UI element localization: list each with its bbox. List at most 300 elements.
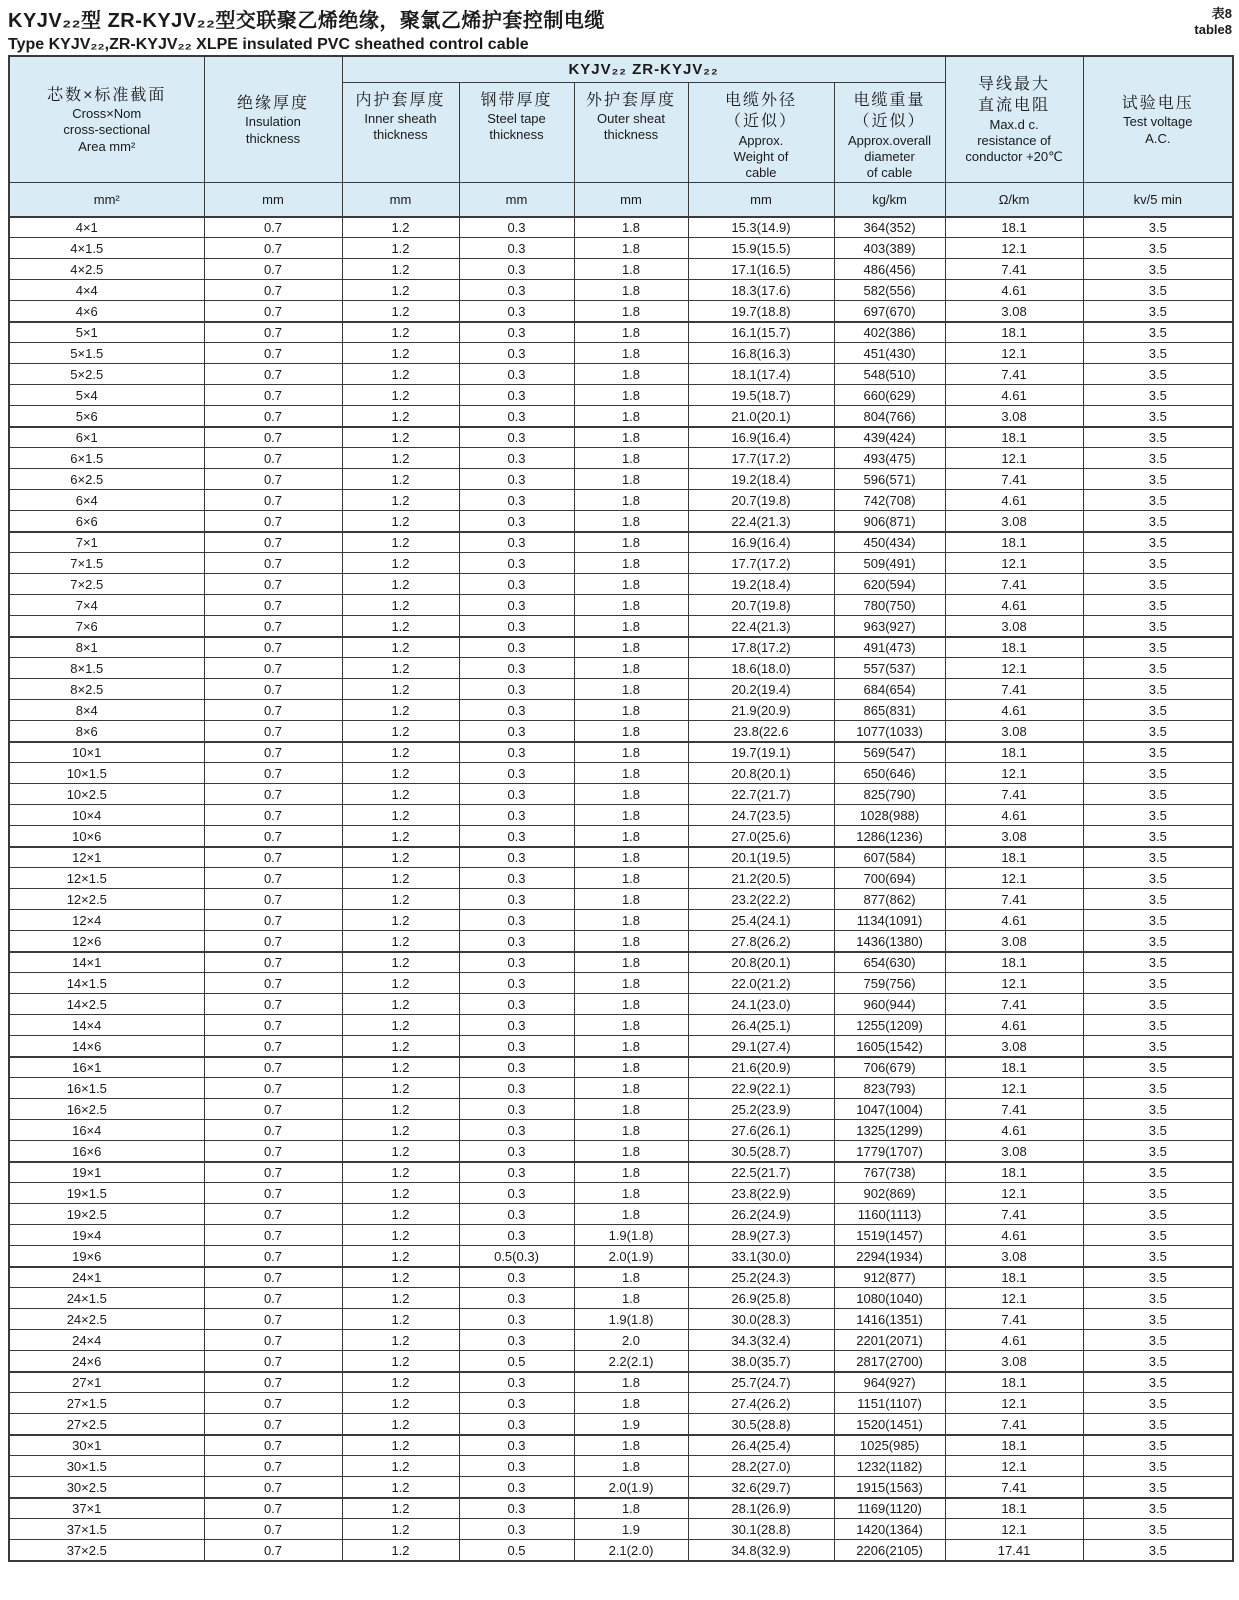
cell-insulation: 0.7 (204, 658, 342, 679)
cell-steel-tape: 0.3 (459, 532, 574, 553)
cell-insulation: 0.7 (204, 1372, 342, 1393)
cell-insulation: 0.7 (204, 322, 342, 343)
cell-outer-sheath: 1.8 (574, 868, 688, 889)
cell-outer-sheath: 1.8 (574, 259, 688, 280)
cell-diameter: 22.5(21.7) (688, 1162, 834, 1183)
cell-size: 7×2.5 (9, 574, 204, 595)
cell-diameter: 20.1(19.5) (688, 847, 834, 868)
cell-steel-tape: 0.3 (459, 1477, 574, 1498)
cell-weight: 493(475) (834, 448, 945, 469)
cell-inner-sheath: 1.2 (342, 217, 459, 238)
cell-size: 7×6 (9, 616, 204, 637)
cell-weight: 557(537) (834, 658, 945, 679)
cell-size: 12×6 (9, 931, 204, 952)
cell-steel-tape: 0.5 (459, 1351, 574, 1372)
cell-inner-sheath: 1.2 (342, 595, 459, 616)
cell-outer-sheath: 1.8 (574, 595, 688, 616)
cell-size: 8×2.5 (9, 679, 204, 700)
table-row (9, 1456, 1233, 1477)
cell-insulation: 0.7 (204, 1225, 342, 1246)
unit-diameter: mm (688, 183, 834, 217)
cell-resistance: 18.1 (945, 1162, 1083, 1183)
cell-insulation: 0.7 (204, 1246, 342, 1267)
cell-resistance: 12.1 (945, 553, 1083, 574)
cell-weight: 660(629) (834, 385, 945, 406)
table-row (9, 931, 1233, 952)
table-row (9, 763, 1233, 784)
cell-diameter: 29.1(27.4) (688, 1036, 834, 1057)
cell-inner-sheath: 1.2 (342, 1204, 459, 1225)
cell-diameter: 21.9(20.9) (688, 700, 834, 721)
cell-outer-sheath: 2.0(1.9) (574, 1477, 688, 1498)
cell-steel-tape: 0.3 (459, 1183, 574, 1204)
table-row (9, 448, 1233, 469)
cell-outer-sheath: 1.8 (574, 406, 688, 427)
cell-resistance: 7.41 (945, 469, 1083, 490)
cell-voltage: 3.5 (1083, 1015, 1233, 1036)
cell-size: 27×1.5 (9, 1393, 204, 1414)
cell-insulation: 0.7 (204, 1351, 342, 1372)
cell-steel-tape: 0.3 (459, 511, 574, 532)
cell-resistance: 7.41 (945, 364, 1083, 385)
cell-diameter: 16.1(15.7) (688, 322, 834, 343)
cell-voltage: 3.5 (1083, 637, 1233, 658)
cell-size: 37×1 (9, 1498, 204, 1519)
cell-weight: 2206(2105) (834, 1540, 945, 1561)
cell-voltage: 3.5 (1083, 700, 1233, 721)
cell-diameter: 18.6(18.0) (688, 658, 834, 679)
cell-voltage: 3.5 (1083, 826, 1233, 847)
cell-weight: 1915(1563) (834, 1477, 945, 1498)
cell-voltage: 3.5 (1083, 658, 1233, 679)
cell-diameter: 23.8(22.6 (688, 721, 834, 742)
cell-weight: 759(756) (834, 973, 945, 994)
cell-voltage: 3.5 (1083, 448, 1233, 469)
cell-resistance: 12.1 (945, 448, 1083, 469)
cell-diameter: 30.0(28.3) (688, 1309, 834, 1330)
cell-resistance: 12.1 (945, 763, 1083, 784)
cell-outer-sheath: 1.8 (574, 490, 688, 511)
cell-insulation: 0.7 (204, 280, 342, 301)
cell-outer-sheath: 1.8 (574, 700, 688, 721)
cell-weight: 2817(2700) (834, 1351, 945, 1372)
cell-inner-sheath: 1.2 (342, 658, 459, 679)
cell-steel-tape: 0.3 (459, 469, 574, 490)
cell-insulation: 0.7 (204, 973, 342, 994)
cell-diameter: 24.1(23.0) (688, 994, 834, 1015)
cell-voltage: 3.5 (1083, 1435, 1233, 1456)
cell-size: 12×2.5 (9, 889, 204, 910)
cell-weight: 1520(1451) (834, 1414, 945, 1435)
cell-insulation: 0.7 (204, 1456, 342, 1477)
cell-outer-sheath: 1.8 (574, 952, 688, 973)
cell-weight: 1080(1040) (834, 1288, 945, 1309)
cell-voltage: 3.5 (1083, 973, 1233, 994)
cell-voltage: 3.5 (1083, 763, 1233, 784)
table-row (9, 1036, 1233, 1057)
cell-insulation: 0.7 (204, 301, 342, 322)
spec-table-body (9, 217, 1233, 1561)
cell-outer-sheath: 1.8 (574, 742, 688, 763)
cell-weight: 582(556) (834, 280, 945, 301)
unit-steel-tape: mm (459, 183, 574, 217)
cell-steel-tape: 0.3 (459, 679, 574, 700)
cell-steel-tape: 0.3 (459, 364, 574, 385)
cell-outer-sheath: 1.8 (574, 1162, 688, 1183)
cell-size: 14×6 (9, 1036, 204, 1057)
page-title-zh: KYJV₂₂型 ZR-KYJV₂₂型交联聚乙烯绝缘，聚氯乙烯护套控制电缆 (8, 10, 605, 32)
cell-inner-sheath: 1.2 (342, 238, 459, 259)
cell-inner-sheath: 1.2 (342, 469, 459, 490)
cell-size: 10×1.5 (9, 763, 204, 784)
cell-weight: 960(944) (834, 994, 945, 1015)
cell-voltage: 3.5 (1083, 364, 1233, 385)
header-steel-tape: 钢带厚度 Steel tape thickness (459, 82, 574, 183)
cell-size: 8×6 (9, 721, 204, 742)
cell-inner-sheath: 1.2 (342, 511, 459, 532)
cell-steel-tape: 0.3 (459, 259, 574, 280)
units-row (9, 183, 1233, 217)
cell-inner-sheath: 1.2 (342, 763, 459, 784)
cell-resistance: 7.41 (945, 1204, 1083, 1225)
table-row (9, 1477, 1233, 1498)
cell-steel-tape: 0.3 (459, 490, 574, 511)
cell-resistance: 18.1 (945, 1057, 1083, 1078)
cell-resistance: 7.41 (945, 259, 1083, 280)
cell-steel-tape: 0.3 (459, 931, 574, 952)
cell-insulation: 0.7 (204, 511, 342, 532)
unit-resistance: Ω/km (945, 183, 1083, 217)
cell-resistance: 17.41 (945, 1540, 1083, 1561)
table-number (1194, 4, 1232, 37)
cell-inner-sheath: 1.2 (342, 1288, 459, 1309)
cell-voltage: 3.5 (1083, 805, 1233, 826)
cell-diameter: 18.3(17.6) (688, 280, 834, 301)
cell-steel-tape: 0.5(0.3) (459, 1246, 574, 1267)
cell-insulation: 0.7 (204, 1183, 342, 1204)
cell-size: 37×1.5 (9, 1519, 204, 1540)
table-row (9, 910, 1233, 931)
cell-size: 19×1 (9, 1162, 204, 1183)
cell-weight: 912(877) (834, 1267, 945, 1288)
cell-diameter: 28.2(27.0) (688, 1456, 834, 1477)
cell-outer-sheath: 1.8 (574, 931, 688, 952)
table-row (9, 1120, 1233, 1141)
cell-steel-tape: 0.3 (459, 910, 574, 931)
cell-resistance: 4.61 (945, 805, 1083, 826)
table-row (9, 238, 1233, 259)
cell-diameter: 20.8(20.1) (688, 763, 834, 784)
cell-resistance: 3.08 (945, 826, 1083, 847)
table-row (9, 889, 1233, 910)
cell-inner-sheath: 1.2 (342, 322, 459, 343)
cell-diameter: 19.5(18.7) (688, 385, 834, 406)
cell-inner-sheath: 1.2 (342, 1372, 459, 1393)
cell-voltage: 3.5 (1083, 217, 1233, 238)
table-row (9, 1015, 1233, 1036)
cell-diameter: 27.6(26.1) (688, 1120, 834, 1141)
cell-steel-tape: 0.3 (459, 847, 574, 868)
cell-resistance: 3.08 (945, 616, 1083, 637)
cell-inner-sheath: 1.2 (342, 1477, 459, 1498)
cell-weight: 1420(1364) (834, 1519, 945, 1540)
cell-diameter: 23.2(22.2) (688, 889, 834, 910)
cell-size: 7×4 (9, 595, 204, 616)
table-row (9, 1057, 1233, 1078)
cell-size: 7×1.5 (9, 553, 204, 574)
cell-inner-sheath: 1.2 (342, 952, 459, 973)
table-row (9, 700, 1233, 721)
cell-inner-sheath: 1.2 (342, 280, 459, 301)
header-max-dc-resistance: 导线最大 直流电阻 Max.d c. resistance of conductor +20℃ (945, 56, 1083, 183)
cell-size: 10×2.5 (9, 784, 204, 805)
cell-size: 5×2.5 (9, 364, 204, 385)
cell-diameter: 22.7(21.7) (688, 784, 834, 805)
cell-diameter: 27.0(25.6) (688, 826, 834, 847)
cell-resistance: 12.1 (945, 238, 1083, 259)
cell-insulation: 0.7 (204, 1435, 342, 1456)
cell-steel-tape: 0.3 (459, 1078, 574, 1099)
cell-outer-sheath: 1.8 (574, 616, 688, 637)
cell-diameter: 25.4(24.1) (688, 910, 834, 931)
cell-outer-sheath: 1.9 (574, 1414, 688, 1435)
cell-insulation: 0.7 (204, 259, 342, 280)
cell-insulation: 0.7 (204, 1036, 342, 1057)
cell-resistance: 18.1 (945, 952, 1083, 973)
cell-resistance: 4.61 (945, 280, 1083, 301)
cell-weight: 1232(1182) (834, 1456, 945, 1477)
cell-size: 8×1.5 (9, 658, 204, 679)
cell-diameter: 27.4(26.2) (688, 1393, 834, 1414)
cell-diameter: 30.1(28.8) (688, 1519, 834, 1540)
cell-outer-sheath: 1.8 (574, 763, 688, 784)
cell-resistance: 12.1 (945, 973, 1083, 994)
cell-voltage: 3.5 (1083, 301, 1233, 322)
cell-inner-sheath: 1.2 (342, 700, 459, 721)
cell-diameter: 30.5(28.8) (688, 1414, 834, 1435)
cell-steel-tape: 0.3 (459, 805, 574, 826)
cell-resistance: 3.08 (945, 1141, 1083, 1162)
cell-insulation: 0.7 (204, 1099, 342, 1120)
cell-steel-tape: 0.3 (459, 553, 574, 574)
cell-steel-tape: 0.3 (459, 1225, 574, 1246)
cell-voltage: 3.5 (1083, 847, 1233, 868)
cell-size: 16×4 (9, 1120, 204, 1141)
cell-outer-sheath: 1.8 (574, 1141, 688, 1162)
cell-weight: 1605(1542) (834, 1036, 945, 1057)
cell-voltage: 3.5 (1083, 469, 1233, 490)
cell-steel-tape: 0.3 (459, 1204, 574, 1225)
table-row (9, 1183, 1233, 1204)
table-number-zh: 表8 (1211, 6, 1232, 21)
cell-resistance: 4.61 (945, 490, 1083, 511)
cell-insulation: 0.7 (204, 343, 342, 364)
table-row (9, 1351, 1233, 1372)
cell-insulation: 0.7 (204, 1414, 342, 1435)
table-row (9, 1225, 1233, 1246)
cell-resistance: 4.61 (945, 1225, 1083, 1246)
cell-outer-sheath: 1.8 (574, 973, 688, 994)
cell-diameter: 17.7(17.2) (688, 448, 834, 469)
cell-insulation: 0.7 (204, 1141, 342, 1162)
cell-outer-sheath: 1.8 (574, 637, 688, 658)
cell-insulation: 0.7 (204, 385, 342, 406)
cell-inner-sheath: 1.2 (342, 616, 459, 637)
cell-steel-tape: 0.3 (459, 658, 574, 679)
cell-insulation: 0.7 (204, 1267, 342, 1288)
cell-insulation: 0.7 (204, 1498, 342, 1519)
title-left (8, 4, 605, 54)
table-row (9, 952, 1233, 973)
cell-resistance: 7.41 (945, 1309, 1083, 1330)
cell-outer-sheath: 1.8 (574, 889, 688, 910)
cell-outer-sheath: 1.8 (574, 784, 688, 805)
cell-insulation: 0.7 (204, 616, 342, 637)
cell-outer-sheath: 1.8 (574, 1498, 688, 1519)
cell-outer-sheath: 1.8 (574, 343, 688, 364)
cell-insulation: 0.7 (204, 826, 342, 847)
table-row (9, 385, 1233, 406)
cell-insulation: 0.7 (204, 637, 342, 658)
cell-size: 8×1 (9, 637, 204, 658)
cell-insulation: 0.7 (204, 931, 342, 952)
cell-weight: 1416(1351) (834, 1309, 945, 1330)
cell-weight: 823(793) (834, 1078, 945, 1099)
cell-size: 4×1.5 (9, 238, 204, 259)
cell-voltage: 3.5 (1083, 1372, 1233, 1393)
cell-size: 30×1 (9, 1435, 204, 1456)
cell-insulation: 0.7 (204, 553, 342, 574)
cell-insulation: 0.7 (204, 1330, 342, 1351)
cell-size: 6×1.5 (9, 448, 204, 469)
table-row (9, 1414, 1233, 1435)
cell-insulation: 0.7 (204, 1057, 342, 1078)
cell-inner-sheath: 1.2 (342, 427, 459, 448)
table-row (9, 658, 1233, 679)
cell-steel-tape: 0.3 (459, 217, 574, 238)
cell-voltage: 3.5 (1083, 406, 1233, 427)
cell-resistance: 7.41 (945, 1477, 1083, 1498)
cell-weight: 697(670) (834, 301, 945, 322)
cell-diameter: 17.8(17.2) (688, 637, 834, 658)
table-row (9, 553, 1233, 574)
cell-steel-tape: 0.3 (459, 1456, 574, 1477)
cell-diameter: 18.1(17.4) (688, 364, 834, 385)
cell-size: 7×1 (9, 532, 204, 553)
cell-insulation: 0.7 (204, 448, 342, 469)
cell-size: 10×6 (9, 826, 204, 847)
cell-insulation: 0.7 (204, 847, 342, 868)
cell-weight: 2201(2071) (834, 1330, 945, 1351)
cell-weight: 450(434) (834, 532, 945, 553)
cell-size: 24×4 (9, 1330, 204, 1351)
cell-voltage: 3.5 (1083, 595, 1233, 616)
cell-weight: 509(491) (834, 553, 945, 574)
header-cross-section: 芯数×标准截面 Cross×Nom cross-sectional Area mm² (9, 56, 204, 183)
cell-steel-tape: 0.3 (459, 889, 574, 910)
cell-weight: 2294(1934) (834, 1246, 945, 1267)
cell-resistance: 7.41 (945, 574, 1083, 595)
cell-inner-sheath: 1.2 (342, 994, 459, 1015)
cell-resistance: 3.08 (945, 301, 1083, 322)
cell-weight: 865(831) (834, 700, 945, 721)
cell-inner-sheath: 1.2 (342, 868, 459, 889)
cell-insulation: 0.7 (204, 910, 342, 931)
cell-weight: 486(456) (834, 259, 945, 280)
cell-voltage: 3.5 (1083, 385, 1233, 406)
cell-resistance: 18.1 (945, 427, 1083, 448)
cell-inner-sheath: 1.2 (342, 448, 459, 469)
cell-inner-sheath: 1.2 (342, 1246, 459, 1267)
cell-outer-sheath: 1.8 (574, 574, 688, 595)
cell-voltage: 3.5 (1083, 322, 1233, 343)
cell-weight: 650(646) (834, 763, 945, 784)
cell-diameter: 38.0(35.7) (688, 1351, 834, 1372)
cell-weight: 402(386) (834, 322, 945, 343)
cell-resistance: 4.61 (945, 1015, 1083, 1036)
table-row (9, 259, 1233, 280)
cell-inner-sheath: 1.2 (342, 742, 459, 763)
cell-voltage: 3.5 (1083, 1057, 1233, 1078)
cell-diameter: 15.9(15.5) (688, 238, 834, 259)
cell-insulation: 0.7 (204, 238, 342, 259)
cell-diameter: 30.5(28.7) (688, 1141, 834, 1162)
cell-resistance: 12.1 (945, 1288, 1083, 1309)
cell-voltage: 3.5 (1083, 1519, 1233, 1540)
cell-voltage: 3.5 (1083, 1036, 1233, 1057)
cell-insulation: 0.7 (204, 1204, 342, 1225)
cell-size: 30×2.5 (9, 1477, 204, 1498)
cell-inner-sheath: 1.2 (342, 1414, 459, 1435)
cell-insulation: 0.7 (204, 1309, 342, 1330)
table-row (9, 805, 1233, 826)
page-title-en: Type KYJV₂₂,ZR-KYJV₂₂ XLPE insulated PVC sheathed control cable (8, 36, 529, 53)
cell-size: 24×6 (9, 1351, 204, 1372)
cell-resistance: 12.1 (945, 1183, 1083, 1204)
cell-inner-sheath: 1.2 (342, 1309, 459, 1330)
cell-weight: 569(547) (834, 742, 945, 763)
cell-inner-sheath: 1.2 (342, 1099, 459, 1120)
cell-steel-tape: 0.3 (459, 301, 574, 322)
cell-outer-sheath: 1.8 (574, 532, 688, 553)
cell-outer-sheath: 1.8 (574, 364, 688, 385)
cell-voltage: 3.5 (1083, 910, 1233, 931)
cell-steel-tape: 0.3 (459, 1330, 574, 1351)
cell-diameter: 22.0(21.2) (688, 973, 834, 994)
cell-outer-sheath: 1.8 (574, 427, 688, 448)
cell-size: 12×4 (9, 910, 204, 931)
header-outer-sheath: 外护套厚度 Outer sheat thickness (574, 82, 688, 183)
cell-resistance: 7.41 (945, 889, 1083, 910)
cell-steel-tape: 0.3 (459, 1309, 574, 1330)
cell-voltage: 3.5 (1083, 1540, 1233, 1561)
cell-resistance: 4.61 (945, 595, 1083, 616)
cell-inner-sheath: 1.2 (342, 1435, 459, 1456)
cell-diameter: 34.8(32.9) (688, 1540, 834, 1561)
cell-voltage: 3.5 (1083, 868, 1233, 889)
cell-steel-tape: 0.3 (459, 1372, 574, 1393)
cell-outer-sheath: 1.8 (574, 1267, 688, 1288)
cell-insulation: 0.7 (204, 1288, 342, 1309)
cell-outer-sheath: 1.8 (574, 322, 688, 343)
cell-insulation: 0.7 (204, 805, 342, 826)
cell-size: 5×1.5 (9, 343, 204, 364)
cell-insulation: 0.7 (204, 1015, 342, 1036)
cell-outer-sheath: 1.8 (574, 910, 688, 931)
cell-size: 6×2.5 (9, 469, 204, 490)
cell-inner-sheath: 1.2 (342, 1540, 459, 1561)
cell-size: 24×2.5 (9, 1309, 204, 1330)
